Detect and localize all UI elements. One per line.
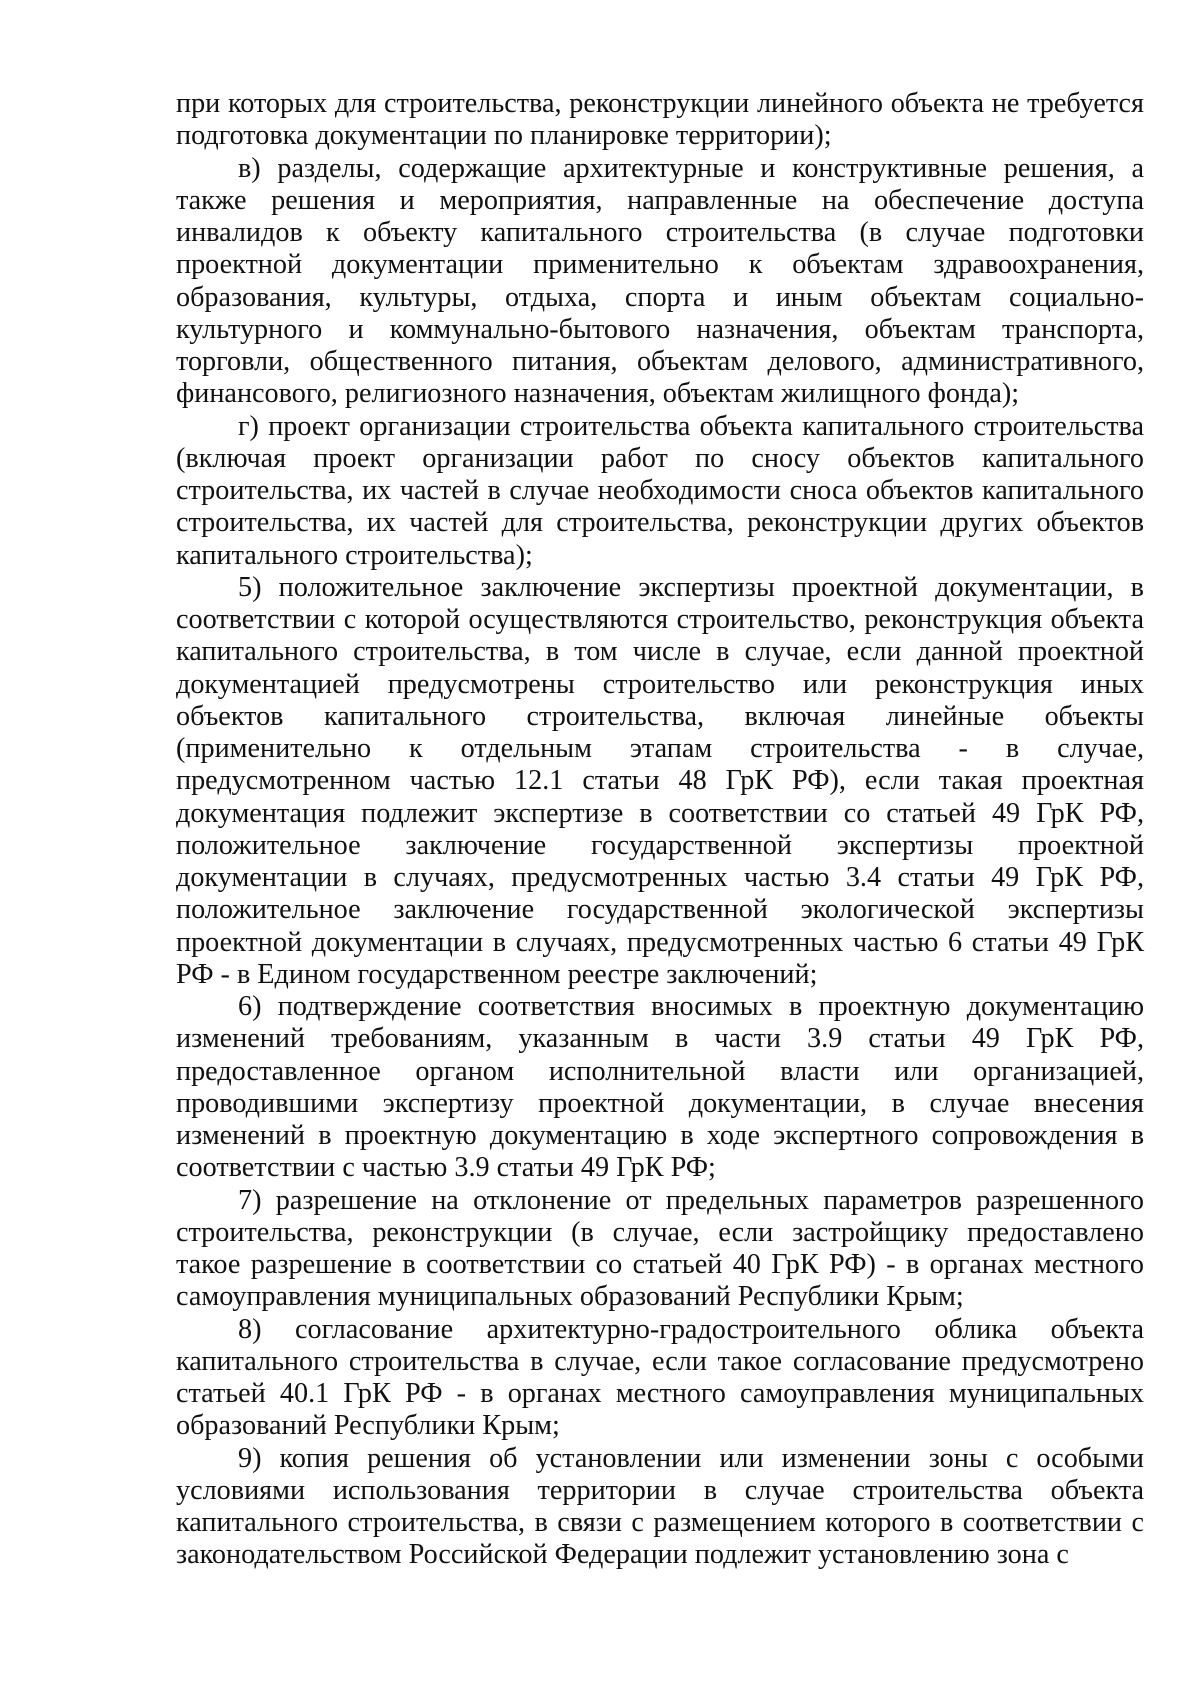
paragraph-item-v: в) разделы, содержащие архитектурные и конструктивные решения, а также решения и мероприятия, направленные на обеспечение доступа инвалидов к объекту капитального строительства (в случае подготовки проектной документации применительно к объектам здравоохранения, образования, культуры, отдыха, спорта и иным объектам социально-культурного и коммунально-бытового назначения, объектам транспорта, торговли, общественного питания, объектам делового, административного, финансового, религиозного назначения, объектам жилищного фонда); xyxy=(176,152,1144,410)
paragraph-item-8: 8) согласование архитектурно-градостроительного облика объекта капитального строительства в случае, если такое согласование предусмотрено статьей 40.1 ГрК РФ - в органах местного самоуправления муниципальных образований Республики Крым; xyxy=(176,1313,1144,1442)
paragraph-item-6: 6) подтверждение соответствия вносимых в проектную документацию изменений требованиям, указанным в части 3.9 статьи 49 ГрК РФ, предоставленное органом исполнительной власти или организацией, проводившими экспертизу проектной документации, в случае внесения изменений в проектную документацию в ходе экспертного сопровождения в соответствии с частью 3.9 статьи 49 ГрК РФ; xyxy=(176,991,1144,1184)
paragraph-item-g: г) проект организации строительства объекта капитального строительства (включая проект организации работ по сносу объектов капитального строительства, их частей в случае необходимости сноса объектов капитального строительства, их частей для строительства, реконструкции других объектов капитального строительства); xyxy=(176,410,1144,571)
paragraph-item-9: 9) копия решения об установлении или изменении зоны с особыми условиями использования территории в случае строительства объекта капитального строительства, в связи с размещением которого в соответствии с законодательством Российской Федерации подлежит установлению зона с xyxy=(176,1442,1144,1571)
paragraph-item-7: 7) разрешение на отклонение от предельных параметров разрешенного строительства, реконструкции (в случае, если застройщику предоставлено такое разрешение в соответствии со статьей 40 ГрК РФ) - в органах местного самоуправления муниципальных образований Республики Крым; xyxy=(176,1184,1144,1313)
document-body xyxy=(176,88,1144,1572)
paragraph-item-5: 5) положительное заключение экспертизы проектной документации, в соответствии с которой осуществляются строительство, реконструкция объекта капитального строительства, в том числе в случае, если данной проектной документацией предусмотрены строительство или реконструкция иных объектов капитального строительства, включая линейные объекты (применительно к отдельным этапам строительства - в случае, предусмотренном частью 12.1 статьи 48 ГрК РФ), если такая проектная документация подлежит экспертизе в соответствии со статьей 49 ГрК РФ, положительное заключение государственной экспертизы проектной документации в случаях, предусмотренных частью 3.4 статьи 49 ГрК РФ, положительное заключение государственной экологической экспертизы проектной документации в случаях, предусмотренных частью 6 статьи 49 ГрК РФ - в Едином государственном реестре заключений; xyxy=(176,571,1144,990)
paragraph-continuation: при которых для строительства, реконструкции линейного объекта не требуется подготовка документации по планировке территории); xyxy=(176,88,1144,152)
